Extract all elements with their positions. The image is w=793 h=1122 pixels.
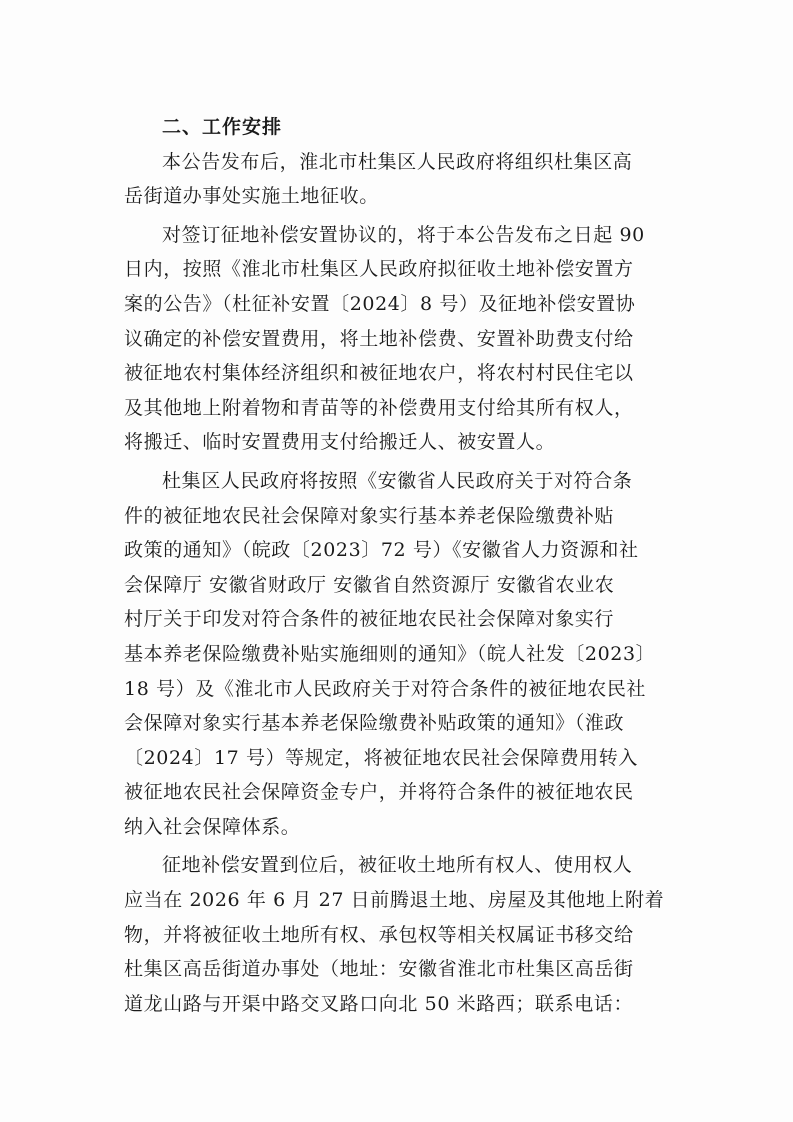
- text-line: 杜集区人民政府将按照《安徽省人民政府关于对符合条: [162, 469, 633, 492]
- paragraph-3: [124, 464, 680, 845]
- text-line: 基本养老保险缴费补贴实施细则的通知》（皖人社发〔2023〕: [124, 642, 656, 665]
- text-line: 会保障对象实行基本养老保险缴费补贴政策的通知》（淮政: [124, 712, 625, 735]
- text-line: 应当在 2026 年 6 月 27 日前腾退土地、房屋及其他地上附着: [124, 889, 665, 912]
- text-line: 纳入社会保障体系。: [124, 815, 301, 838]
- text-line: 道龙山路与开渠中路交叉路口向北 50 米路西；联系电话：: [124, 992, 634, 1015]
- text-line: 18 号）及《淮北市人民政府关于对符合条件的被征地农民社: [124, 677, 647, 700]
- paragraph-1: [124, 145, 680, 214]
- text-line: 物，并将被征收土地所有权、承包权等相关权属证书移交给: [124, 923, 634, 946]
- text-line: 村厅关于印发对符合条件的被征地农民社会保障对象实行: [124, 608, 615, 631]
- text-line: 议确定的补偿安置费用，将土地补偿费、安置补助费支付给: [124, 327, 634, 350]
- text-line: 〔2024〕17 号）等规定，将被征地农民社会保障费用转入: [124, 746, 638, 769]
- text-line: 政策的通知》（皖政〔2023〕72 号）《安徽省人力资源和社: [124, 539, 639, 562]
- text-line: 征地补偿安置到位后，被征收土地所有权人、使用权人: [162, 854, 633, 877]
- text-line: 被征地农村集体经济组织和被征地农户，将农村村民住宅以: [124, 362, 634, 385]
- document-body: [124, 110, 680, 1025]
- section-heading: 二、工作安排: [162, 116, 283, 138]
- text-line: 日内，按照《淮北市杜集区人民政府拟征收土地补偿安置方: [124, 258, 634, 281]
- paragraph-2: [124, 218, 680, 460]
- text-line: 本公告发布后，淮北市杜集区人民政府将组织杜集区高: [162, 150, 633, 173]
- text-line: 对签订征地补偿安置协议的，将于本公告发布之日起 90: [162, 223, 645, 246]
- text-line: 及其他地上附着物和青苗等的补偿费用支付给其所有权人，: [124, 396, 634, 419]
- text-line: 岳街道办事处实施土地征收。: [124, 185, 379, 208]
- text-line: 杜集区高岳街道办事处（地址：安徽省淮北市杜集区高岳街: [124, 958, 634, 981]
- text-line: 被征地农民社会保障资金专户，并将符合条件的被征地农民: [124, 781, 634, 804]
- text-line: 案的公告》（杜征补安置〔2024〕8 号）及征地补偿安置协: [124, 292, 636, 315]
- paragraph-4: [124, 848, 680, 1021]
- text-line: 将搬迁、临时安置费用支付给搬迁人、被安置人。: [124, 431, 556, 454]
- text-line: 会保障厅 安徽省财政厅 安徽省自然资源厅 安徽省农业农: [124, 573, 615, 596]
- text-line: 件的被征地农民社会保障对象实行基本养老保险缴费补贴: [124, 504, 615, 527]
